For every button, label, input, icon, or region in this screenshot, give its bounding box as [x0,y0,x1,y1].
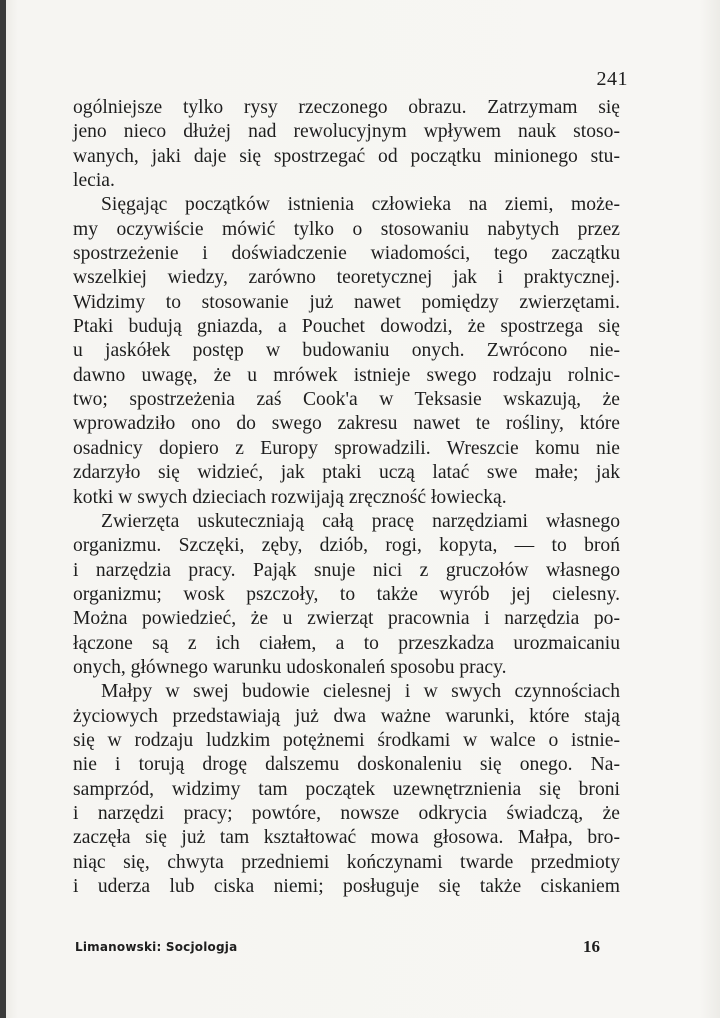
text-line: Zwierzęta uskuteczniają całą pracę narzędziami własnego [101,510,620,532]
text-line: i narzędzia pracy. Pająk snuje nici z gruczołów własnego [73,559,620,581]
text-line: onych, głównego warunku udoskonaleń sposobu pracy. [73,656,507,678]
text-line: organizmu; wosk pszczoły, to także wyrób jej cielesny. [73,583,620,605]
text-line: wanych, jaki daje się spostrzegać od początku minionego stu- [73,145,620,167]
body-text [73,96,620,899]
paragraph [73,680,620,899]
paragraph [73,510,620,680]
text-line: życiowych przedstawiają już dwa ważne warunki, które stają [73,705,620,727]
text-line: i uderza lub ciska niemi; posługuje się także ciskaniem [73,876,620,897]
paragraph [73,96,620,193]
text-line: lecia. [73,170,115,192]
footer-sheet-number: 16 [583,937,600,956]
text-line: niąc się, chwyta przedniemi kończynami twarde przedmioty [73,851,620,873]
page-number: 241 [596,68,628,90]
text-line: organizmu. Szczęki, zęby, dziób, rogi, kopyta, — to broń [73,535,620,557]
text-line: osadnicy dopiero z Europy sprowadzili. Wreszcie komu nie [73,437,620,459]
text-line: ogólniejsze tylko rysy rzeczonego obrazu. Zatrzymam się [73,97,620,118]
scan-edge-shadow [0,0,6,1018]
text-line: wprowadziło ono do swego zakresu nawet te rośliny, które [73,413,620,435]
text-line: zdarzyło się widzieć, jak ptaki uczą latać swe małe; jak [73,462,620,484]
text-line: zaczęła się już tam kształtować mowa głosowa. Małpa, bro- [73,827,620,849]
text-line: dawno uwagę, że u mrówek istnieje swego rodzaju rolnic- [73,364,620,386]
text-line: Ptaki budują gniazda, a Pouchet dowodzi, że spostrzega się [73,316,620,338]
text-line: two; spostrzeżenia zaś Cook'a w Teksasie wskazują, że [73,389,620,411]
text-line: kotki w swych dzieciach rozwijają zręczność łowiecką. [73,486,507,508]
text-line: Małpy w swej budowie cielesnej i w swych czynnościach [101,681,620,703]
text-line: łączone są z ich ciałem, a to przeszkadza urozmaicaniu [73,632,620,654]
text-line: spostrzeżenie i doświadczenie wiadomości, tego zaczątku [73,243,620,265]
footer-signature: Limanowski: Socjologja [75,940,238,954]
text-line: my oczywiście mówić tylko o stosowaniu nabytych przez [73,218,620,240]
text-line: się w rodzaju ludzkim potężnemi środkami w walce o istnie- [73,729,620,751]
text-line: jeno nieco dłużej nad rewolucyjnym wpływem nauk stoso- [73,121,620,143]
paragraph [73,193,620,509]
text-line: Można powiedzieć, że u zwierząt pracownia i narzędzia po- [73,608,620,630]
text-line: wszelkiej wiedzy, zarówno teoretycznej jak i praktycznej. [73,267,620,289]
text-line: nie i torują drogę dalszemu doskonaleniu się onego. Na- [73,754,620,776]
text-line: Widzimy to stosowanie już nawet pomiędzy zwierzętami. [73,291,620,313]
text-line: Sięgając początków istnienia człowieka na ziemi, może- [101,194,620,216]
text-line: u jaskółek postęp w budowaniu onych. Zwrócono nie- [73,340,620,362]
text-line: samprzód, widzimy tam początek uzewnętrznienia się broni [73,778,620,800]
text-line: i narzędzi pracy; powtóre, nowsze odkrycia świadczą, że [73,802,620,824]
